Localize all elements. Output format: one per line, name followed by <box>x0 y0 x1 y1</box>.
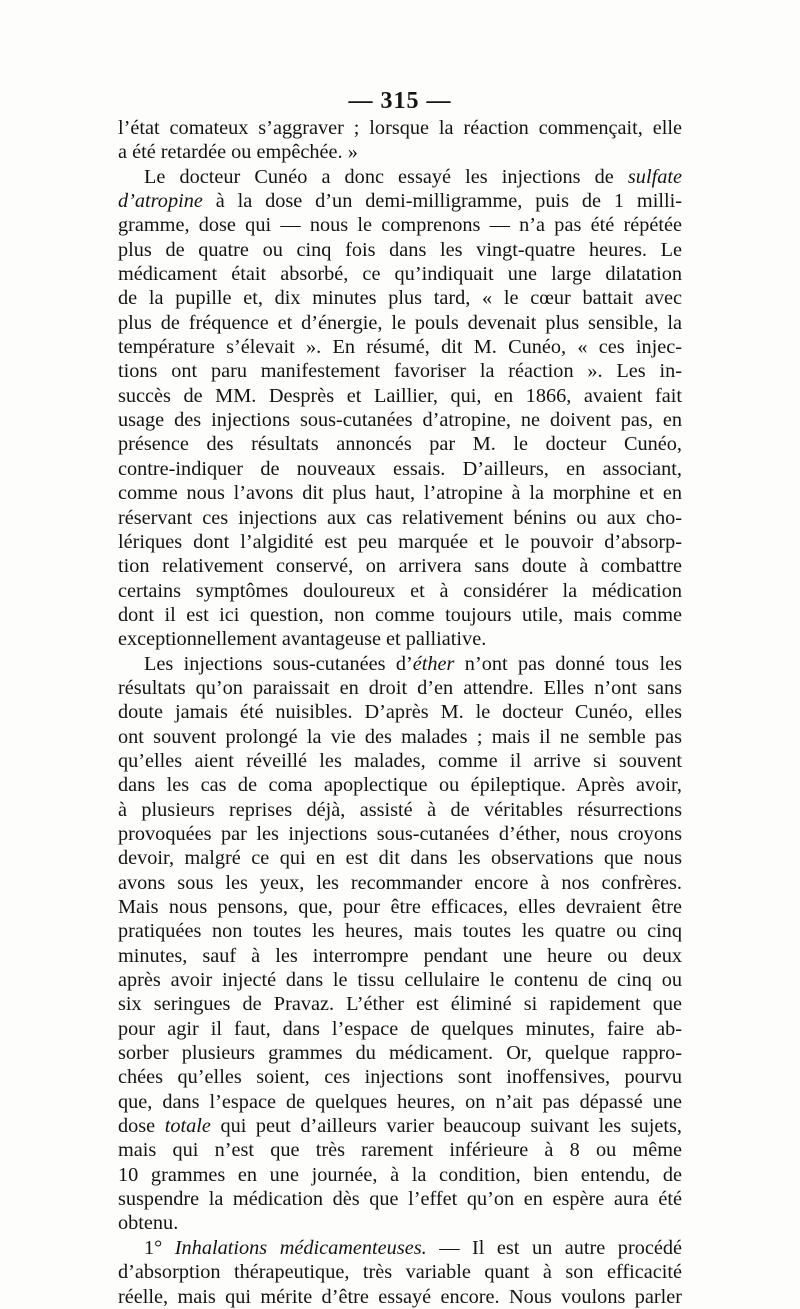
text-segment: pratiquées non toutes les heures, mais toutes les quatre ou cinq <box>118 920 682 943</box>
text-line <box>118 262 682 286</box>
text-segment: dose <box>118 1115 165 1138</box>
text-segment: obtenu. <box>118 1212 179 1235</box>
text-segment: température s’élevait ». En résumé, dit M. Cunéo, « ces injec- <box>118 336 682 359</box>
text-line <box>118 554 682 578</box>
text-segment: réservant ces injections aux cas relativement bénins ou aux cho- <box>118 506 682 529</box>
text-line <box>118 1187 682 1211</box>
text-line <box>118 165 682 189</box>
text-segment: 1° <box>144 1236 175 1259</box>
text-segment: exceptionnellement avantageuse et palliative. <box>118 628 487 651</box>
text-segment: contre-indiquer de nouveaux essais. D’ailleurs, en associant, <box>118 457 682 480</box>
text-segment: a été retardée ou empêchée. » <box>118 141 358 164</box>
text-segment: que, dans l’espace de quelques heures, on n’ait pas dépassé une <box>118 1090 682 1113</box>
text-segment: mais qui n’est que très rarement inférieure à 8 ou même <box>118 1139 682 1162</box>
text-segment: avons sous les yeux, les recommander encore à nos confrères. <box>118 871 682 894</box>
text-line <box>118 140 682 164</box>
text-line <box>118 1090 682 1114</box>
text-line <box>118 992 682 1016</box>
text-line <box>118 1065 682 1089</box>
text-line <box>118 846 682 870</box>
text-line <box>118 773 682 797</box>
text-segment: 10 grammes en une journée, à la condition, bien entendu, de <box>118 1163 682 1186</box>
text-segment: usage des injections sous-cutanées d’atropine, ne doivent pas, en <box>118 409 682 432</box>
text-segment: tions ont paru manifestement favoriser la réaction ». Les in- <box>118 360 682 383</box>
text-segment: tion relativement conservé, on arrivera sans doute à combattre <box>118 555 682 578</box>
text-line <box>118 1260 682 1284</box>
text-segment: de la pupille et, dix minutes plus tard, « le cœur battait avec <box>118 287 682 310</box>
text-line <box>118 919 682 943</box>
text-segment: médicament était absorbé, ce qu’indiquait une large dilatation <box>118 263 682 286</box>
text-line <box>118 506 682 530</box>
text-line <box>118 603 682 627</box>
body-text <box>118 116 682 1309</box>
text-segment: six seringues de Pravaz. L’éther est éliminé si rapidement que <box>118 993 682 1016</box>
text-line <box>118 384 682 408</box>
text-line <box>118 749 682 773</box>
text-segment: d’absorption thérapeutique, très variable quant à son efficacité <box>118 1261 682 1284</box>
text-line <box>118 189 682 213</box>
text-line <box>118 457 682 481</box>
text-line <box>118 725 682 749</box>
text-segment: plus de quatre ou cinq fois dans les vingt-quatre heures. Le <box>118 238 682 261</box>
text-segment: succès de MM. Desprès et Laillier, qui, en 1866, avaient fait <box>118 384 682 407</box>
text-line <box>118 1041 682 1065</box>
italic-text: Inhalations médicamenteuses. <box>174 1236 427 1259</box>
page-number: — 315 — <box>348 88 452 114</box>
text-line <box>118 1211 682 1235</box>
text-segment: devoir, malgré ce qui en est dit dans les observations que nous <box>118 847 682 870</box>
text-segment: après avoir injecté dans le tissu cellulaire le contenu de cinq ou <box>118 969 682 992</box>
text-segment: minutes, sauf à les interrompre pendant une heure ou deux <box>118 944 682 967</box>
text-segment: présence des résultats annoncés par M. le docteur Cunéo, <box>118 433 682 456</box>
text-line <box>118 944 682 968</box>
text-segment: n’ont pas donné tous les <box>454 652 682 675</box>
text-segment: ont souvent prolongé la vie des malades ; mais il ne semble pas <box>118 725 682 748</box>
text-line <box>118 1138 682 1162</box>
text-segment: suspendre la médication dès que l’effet qu’on en espère aura été <box>118 1188 682 1211</box>
text-segment: sorber plusieurs grammes du médicament. Or, quelque rappro- <box>118 1042 682 1065</box>
text-line <box>118 116 682 140</box>
text-line <box>118 1114 682 1138</box>
text-segment: l’état comateux s’aggraver ; lorsque la réaction commençait, elle <box>118 117 682 139</box>
text-segment: — Il est un autre procédé <box>426 1236 682 1259</box>
text-segment: Mais nous pensons, que, pour être efficaces, elles devraient être <box>118 896 682 918</box>
text-line <box>118 432 682 456</box>
italic-text: sulfate <box>627 165 682 188</box>
text-segment: qui peut d’ailleurs varier beaucoup suivant les sujets, <box>210 1115 682 1138</box>
text-segment: comme nous l’avons dit plus haut, l’atropine à la morphine et en <box>118 482 682 505</box>
italic-text: totale <box>164 1115 211 1138</box>
text-line <box>118 530 682 554</box>
text-line <box>118 1163 682 1187</box>
text-line <box>118 213 682 237</box>
text-segment: à la dose d’un demi-milligramme, puis de 1 milli- <box>202 190 682 213</box>
text-line <box>118 481 682 505</box>
text-segment: dans les cas de coma apoplectique ou épileptique. Après avoir, <box>118 774 682 797</box>
italic-text: d’atropine <box>118 190 203 213</box>
text-line <box>118 1236 682 1260</box>
text-segment: réelle, mais qui mérite d’être essayé encore. Nous voulons parler <box>118 1285 682 1308</box>
text-line <box>118 579 682 603</box>
text-line <box>118 627 682 651</box>
text-line <box>118 895 682 919</box>
text-line <box>118 676 682 700</box>
text-segment: lériques dont l’algidité est peu marquée et le pouvoir d’absorp- <box>118 530 682 553</box>
text-segment: provoquées par les injections sous-cutanées d’éther, nous croyons <box>118 822 682 845</box>
text-segment: Les injections sous-cutanées d’ <box>144 652 413 675</box>
text-line <box>118 311 682 335</box>
text-segment: pour agir il faut, dans l’espace de quelques minutes, faire ab- <box>118 1017 682 1040</box>
text-line <box>118 968 682 992</box>
text-line <box>118 798 682 822</box>
text-segment: résultats qu’on paraissait en droit d’en attendre. Elles n’ont sans <box>118 676 682 699</box>
text-line <box>118 652 682 676</box>
text-line <box>118 335 682 359</box>
italic-text: éther <box>412 652 455 675</box>
text-segment: plus de fréquence et d’énergie, le pouls devenait plus sensible, la <box>118 311 682 334</box>
text-segment: certains symptômes douloureux et à considérer la médication <box>118 579 682 602</box>
text-line <box>118 408 682 432</box>
text-segment: doute jamais été nuisibles. D’après M. le docteur Cunéo, elles <box>118 701 682 724</box>
text-line <box>118 700 682 724</box>
text-line <box>118 822 682 846</box>
text-segment: à plusieurs reprises déjà, assisté à de véritables résurrections <box>118 798 682 821</box>
text-line <box>118 1017 682 1041</box>
text-segment: dont il est ici question, non comme toujours utile, mais comme <box>118 603 682 626</box>
text-segment: gramme, dose qui — nous le comprenons — n’a pas été répétée <box>118 214 682 237</box>
text-line <box>118 286 682 310</box>
text-line <box>118 871 682 895</box>
text-segment: qu’elles aient réveillé les malades, comme il arrive si souvent <box>118 749 682 772</box>
text-line <box>118 359 682 383</box>
text-line <box>118 238 682 262</box>
text-line <box>118 1285 682 1309</box>
text-segment: chées qu’elles soient, ces injections sont inoffensives, pourvu <box>118 1066 682 1089</box>
text-segment: Le docteur Cunéo a donc essayé les injections de <box>144 165 628 188</box>
